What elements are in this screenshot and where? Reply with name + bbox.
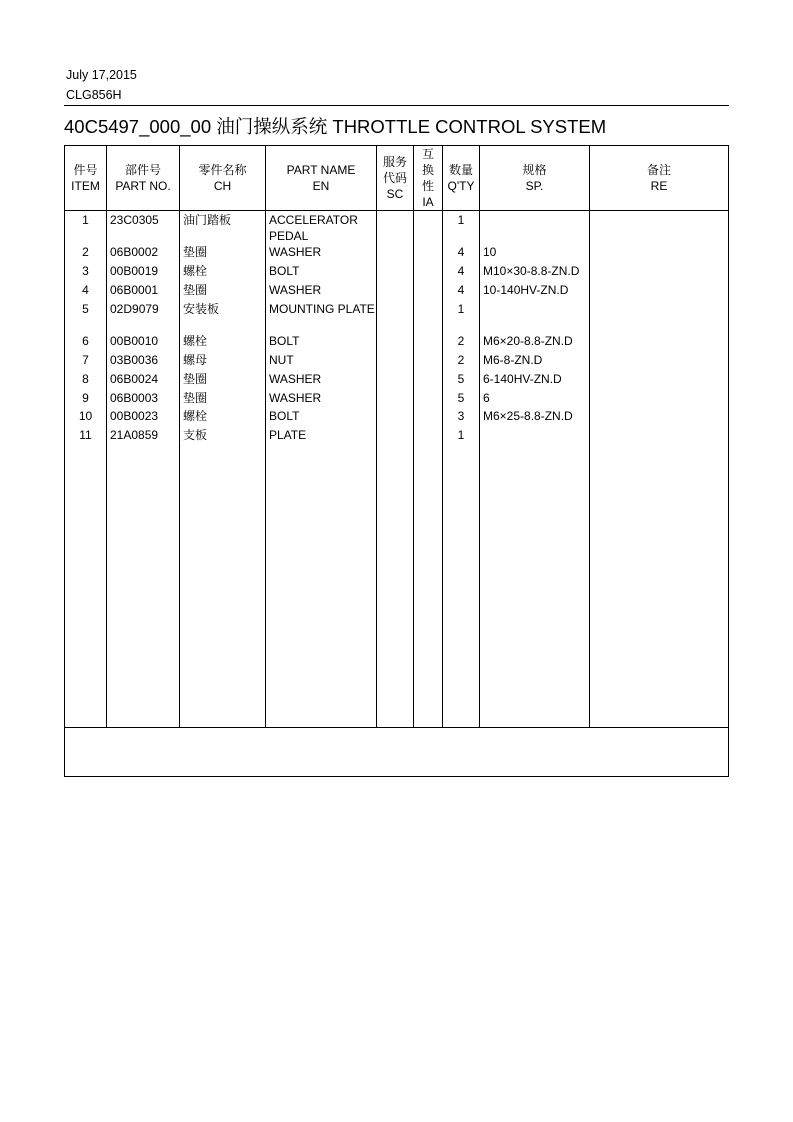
part-name-ch: 垫圈	[183, 372, 208, 386]
page-title: 40C5497_000_00 油门操纵系统 THROTTLE CONTROL SYSTEM	[64, 116, 607, 137]
column-divider	[265, 146, 266, 728]
specification: 6-140HV-ZN.D	[483, 372, 562, 386]
item-number: 5	[82, 302, 89, 316]
item-number: 2	[82, 245, 89, 259]
part-number: 06B0002	[110, 245, 159, 259]
footer-row-divider	[65, 727, 728, 728]
quantity: 1	[457, 302, 465, 316]
part-name-en: WASHER	[269, 391, 322, 405]
item-number: 1	[82, 213, 89, 227]
part-name-en: BOLT	[269, 334, 300, 348]
part-name-ch: 油门踏板	[183, 213, 232, 227]
quantity: 1	[457, 428, 465, 442]
quantity: 2	[457, 353, 465, 367]
quantity: 4	[457, 283, 465, 297]
column-divider	[106, 146, 107, 728]
specification: M6-8-ZN.D	[483, 353, 543, 367]
quantity: 4	[457, 264, 465, 278]
part-number: 06B0001	[110, 283, 159, 297]
part-number: 00B0010	[110, 334, 159, 348]
part-name-ch: 支板	[183, 428, 208, 442]
part-name-ch: 垫圈	[183, 245, 208, 259]
parts-table	[64, 145, 729, 777]
part-name-ch: 螺栓	[183, 264, 208, 278]
part-name-en: WASHER	[269, 283, 322, 297]
part-name-en: BOLT	[269, 409, 300, 423]
quantity: 5	[457, 372, 465, 386]
column-divider	[413, 146, 414, 728]
quantity: 1	[457, 213, 465, 227]
header-divider	[64, 105, 729, 106]
column-header-ia: 互 换 性 IA	[421, 147, 434, 209]
column-header-part-no: 部件号 PART NO.	[115, 163, 171, 193]
part-number: 23C0305	[110, 213, 159, 227]
document-date: July 17,2015	[66, 68, 137, 82]
column-divider	[179, 146, 180, 728]
item-number: 8	[82, 372, 89, 386]
column-divider	[589, 146, 590, 728]
part-name-ch: 安装板	[183, 302, 220, 316]
column-header-en: PART NAME EN	[286, 163, 356, 193]
quantity: 3	[457, 409, 465, 423]
item-number: 4	[82, 283, 89, 297]
specification: 6	[483, 391, 490, 405]
quantity: 4	[457, 245, 465, 259]
part-name-ch: 螺栓	[183, 409, 208, 423]
item-number: 6	[82, 334, 89, 348]
quantity: 5	[457, 391, 465, 405]
header-row-divider	[65, 210, 728, 211]
part-name-en: BOLT	[269, 264, 300, 278]
item-number: 11	[79, 428, 92, 442]
part-name-en: MOUNTING PLATE	[269, 302, 375, 316]
column-header-sp: 规格 SP.	[522, 163, 547, 193]
part-number: 06B0003	[110, 391, 159, 405]
part-name-ch: 螺栓	[183, 334, 208, 348]
part-name-ch: 螺母	[183, 353, 208, 367]
part-name-en: WASHER	[269, 245, 322, 259]
specification: M10×30-8.8-ZN.D	[483, 264, 580, 278]
item-number: 10	[78, 409, 93, 423]
column-header-qty: 数量 Q'TY	[447, 163, 475, 193]
quantity: 2	[457, 334, 465, 348]
part-number: 06B0024	[110, 372, 159, 386]
column-header-ch: 零件名称 CH	[198, 163, 247, 193]
specification: 10-140HV-ZN.D	[483, 283, 569, 297]
specification: M6×20-8.8-ZN.D	[483, 334, 573, 348]
item-number: 9	[82, 391, 89, 405]
part-name-ch: 垫圈	[183, 283, 208, 297]
model-code: CLG856H	[66, 88, 122, 102]
column-divider	[479, 146, 480, 728]
column-header-sc: 服务 代码 SC	[382, 155, 407, 201]
part-name-en: PLATE	[269, 428, 307, 442]
part-number: 21A0859	[110, 428, 159, 442]
item-number: 7	[82, 353, 89, 367]
part-number: 00B0019	[110, 264, 159, 278]
column-header-re: 备注 RE	[646, 163, 671, 193]
part-number: 02D9079	[110, 302, 159, 316]
specification: 10	[483, 245, 497, 259]
item-number: 3	[82, 264, 89, 278]
part-name-en: WASHER	[269, 372, 322, 386]
specification: M6×25-8.8-ZN.D	[483, 409, 573, 423]
part-name-en: ACCELERATOR PEDAL	[269, 213, 358, 243]
part-name-ch: 垫圈	[183, 391, 208, 405]
part-name-en: NUT	[269, 353, 294, 367]
part-number: 03B0036	[110, 353, 159, 367]
part-number: 00B0023	[110, 409, 159, 423]
column-header-item: 件号 ITEM	[71, 163, 100, 193]
